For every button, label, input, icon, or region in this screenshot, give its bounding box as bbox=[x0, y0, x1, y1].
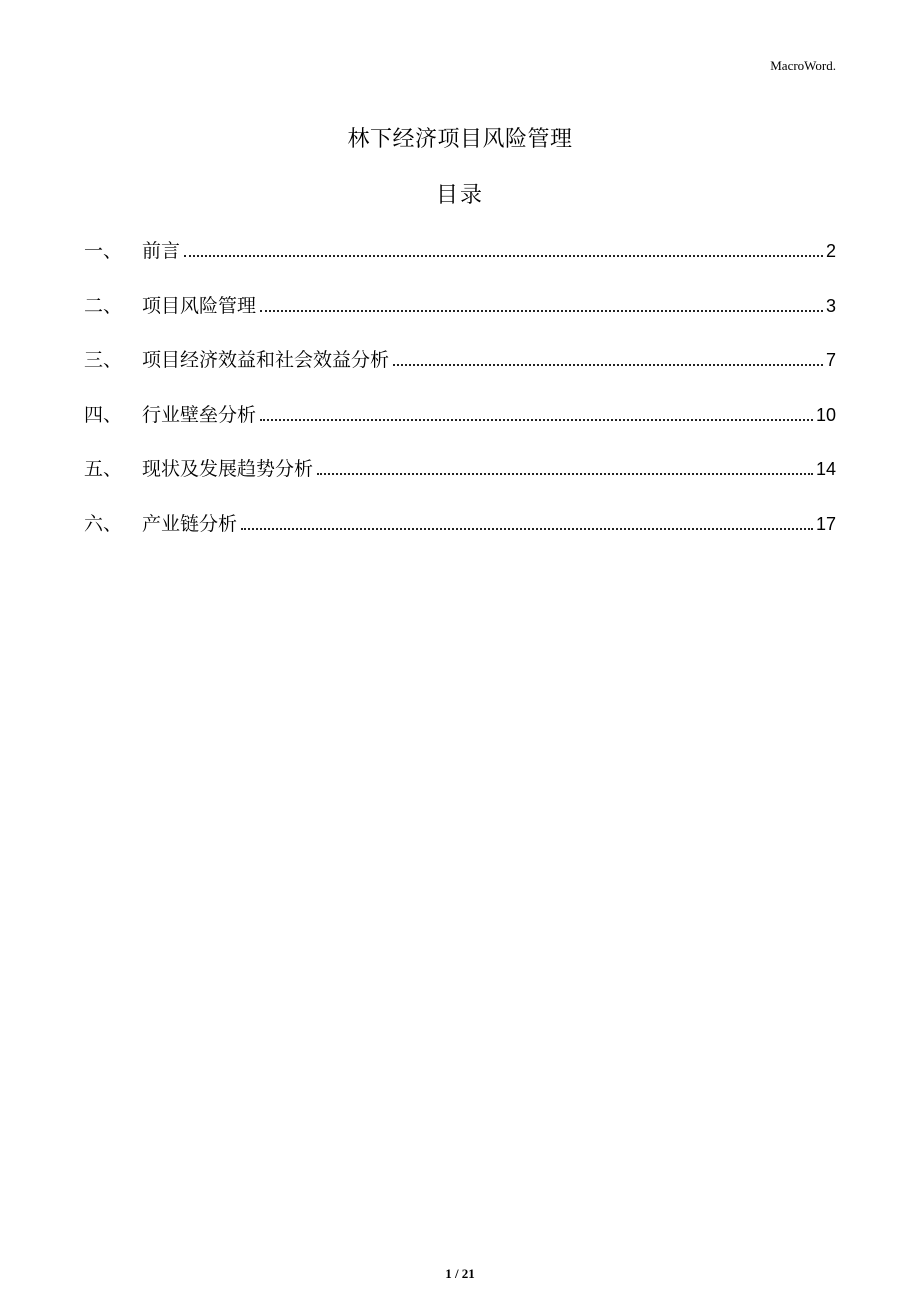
toc-entry-number: 四、 bbox=[84, 403, 123, 426]
toc-entry-page: 7 bbox=[825, 350, 836, 370]
toc-entry-page: 10 bbox=[815, 404, 836, 425]
document-title: 林下经济项目风险管理 bbox=[347, 127, 573, 152]
toc-entry-page: 3 bbox=[825, 295, 836, 316]
toc-entry-number: 六、 bbox=[84, 512, 123, 535]
toc-heading: 目录 bbox=[435, 183, 484, 208]
page-indicator: 1 / 21 bbox=[445, 1266, 475, 1281]
toc-entry-label: 前言 bbox=[142, 240, 181, 262]
toc-entry-page: 17 bbox=[815, 513, 836, 534]
toc-dot-leader bbox=[260, 419, 813, 421]
header-brand: MacroWord. bbox=[770, 58, 836, 73]
toc-dot-leader bbox=[317, 473, 813, 475]
table-of-contents bbox=[84, 236, 836, 563]
toc-entry-page: 14 bbox=[815, 459, 836, 479]
toc-dot-leader bbox=[241, 528, 813, 530]
toc-entry-label: 项目风险管理 bbox=[142, 294, 257, 317]
toc-entry-benefit-analysis[interactable] bbox=[84, 345, 836, 400]
toc-entry-label: 产业链分析 bbox=[142, 512, 238, 535]
toc-entry-preface[interactable] bbox=[84, 236, 836, 291]
toc-entry-number: 一、 bbox=[84, 240, 123, 262]
toc-entry-page: 2 bbox=[825, 241, 836, 261]
toc-entry-label: 行业壁垒分析 bbox=[142, 403, 257, 426]
toc-dot-leader bbox=[260, 310, 823, 312]
toc-entry-barrier-analysis[interactable] bbox=[84, 400, 836, 455]
toc-dot-leader bbox=[393, 364, 823, 366]
toc-entry-label: 现状及发展趋势分析 bbox=[142, 458, 314, 480]
toc-entry-number: 三、 bbox=[84, 349, 123, 371]
toc-entry-number: 五、 bbox=[84, 458, 123, 480]
toc-entry-trend-analysis[interactable] bbox=[84, 454, 836, 509]
toc-entry-risk-management[interactable] bbox=[84, 291, 836, 346]
toc-dot-leader bbox=[184, 255, 823, 257]
toc-entry-number: 二、 bbox=[84, 294, 123, 317]
toc-entry-label: 项目经济效益和社会效益分析 bbox=[142, 349, 390, 371]
toc-entry-industry-chain[interactable] bbox=[84, 509, 836, 564]
